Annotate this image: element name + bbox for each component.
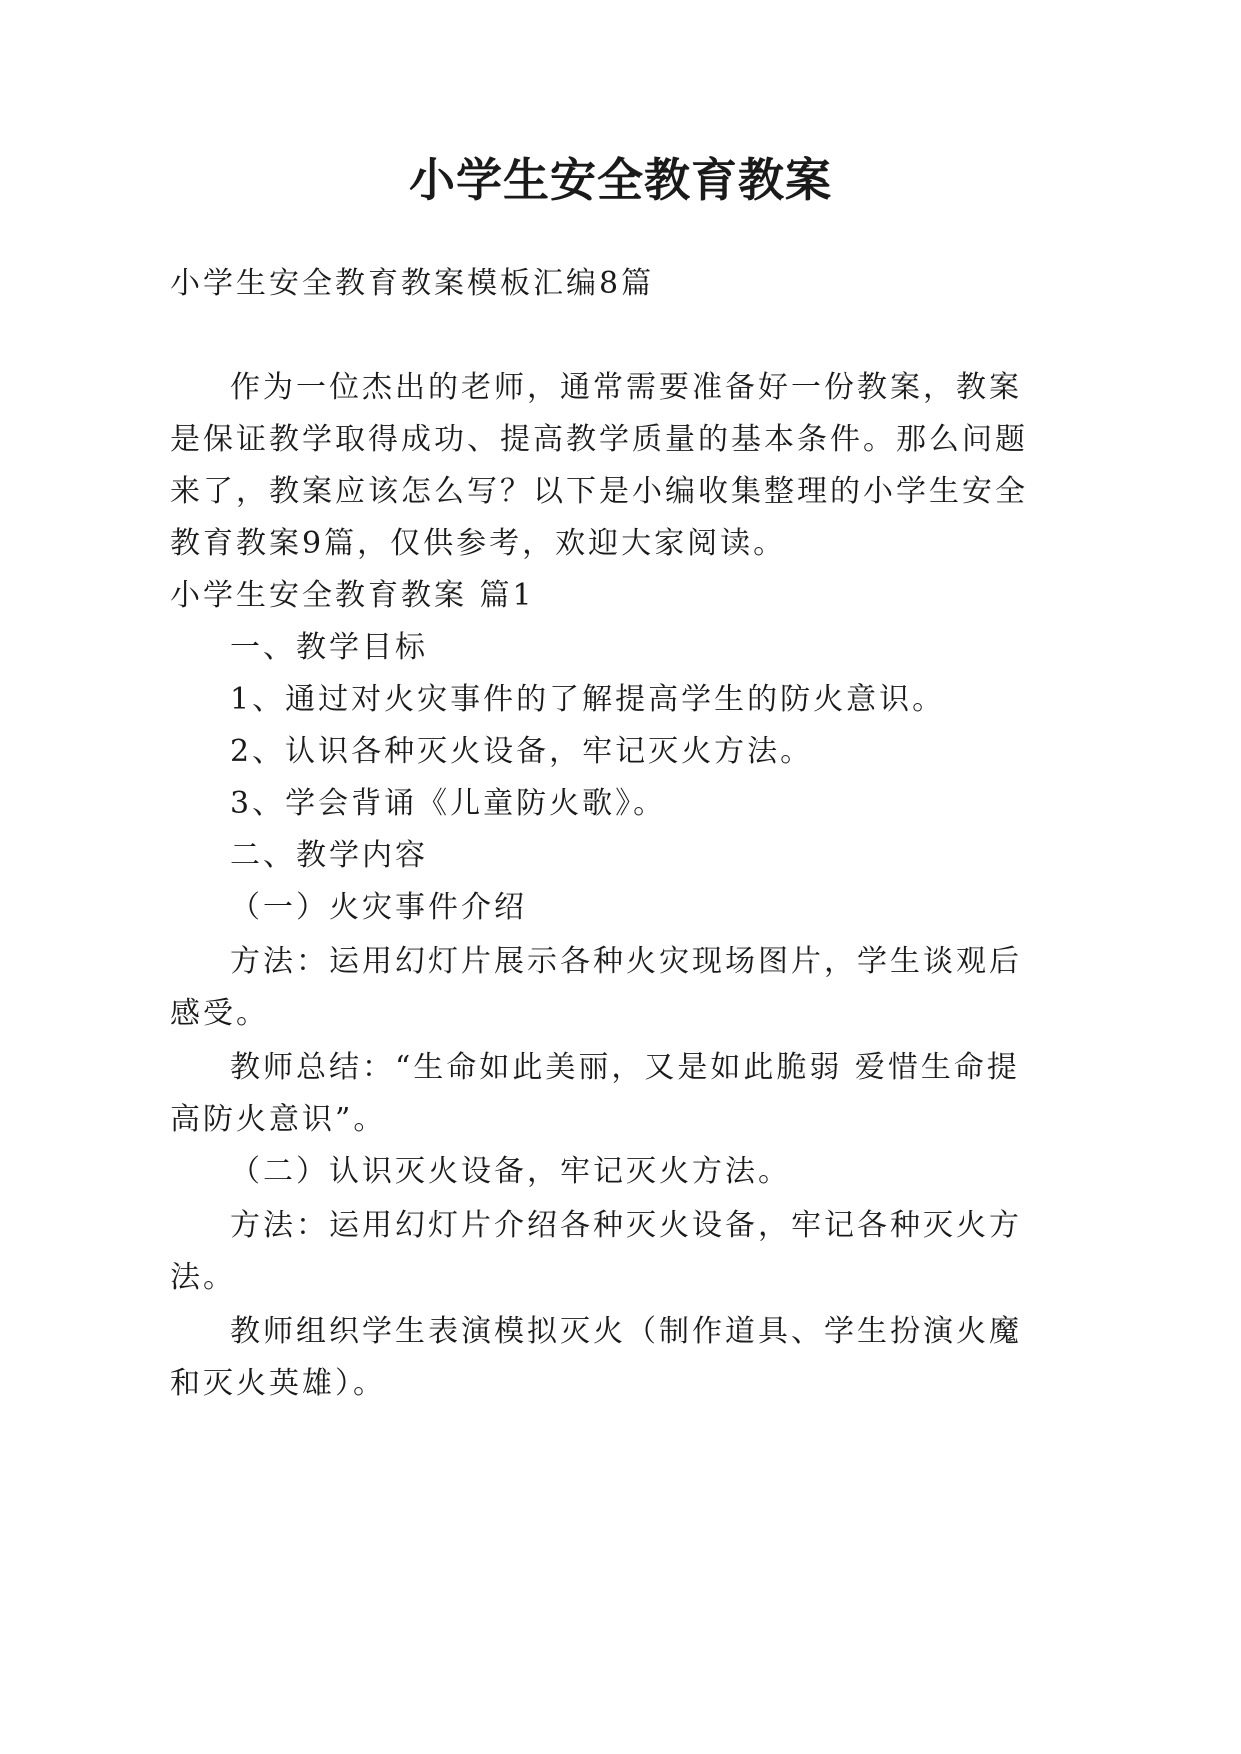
objective-item: 1、通过对火灾事件的了解提高学生的防火意识。 [230, 682, 946, 717]
objective-item: 2、认识各种灭火设备，牢记灭火方法。 [230, 734, 814, 769]
intro-line: 是保证教学取得成功、提高教学质量的基本条件。那么问题 [170, 422, 1028, 457]
body-line: 感受。 [170, 996, 269, 1031]
body-line: 教师组织学生表演模拟灭火（制作道具、学生扮演火魔 [230, 1314, 1022, 1349]
intro-line: 作为一位杰出的老师，通常需要准备好一份教案，教案 [230, 370, 1022, 405]
body-line: 高防火意识”。 [170, 1102, 387, 1137]
heading-objectives: 一、教学目标 [230, 630, 428, 665]
body-line: 和灭火英雄）。 [170, 1366, 386, 1401]
intro-line: 来了，教案应该怎么写？以下是小编收集整理的小学生安全 [170, 474, 1028, 509]
objective-item: 3、学会背诵《儿童防火歌》。 [230, 786, 667, 821]
heading-content: 二、教学内容 [230, 838, 428, 873]
subheading-fire-events: （一）火灾事件介绍 [230, 890, 527, 925]
section-heading: 小学生安全教育教案 篇1 [170, 578, 535, 613]
body-line: 方法：运用幻灯片介绍各种灭火设备，牢记各种灭火方 [230, 1208, 1022, 1243]
document-subtitle: 小学生安全教育教案模板汇编8篇 [170, 266, 655, 301]
intro-line: 教育教案9篇，仅供参考，欢迎大家阅读。 [170, 526, 787, 561]
body-line: 方法：运用幻灯片展示各种火灾现场图片，学生谈观后 [230, 944, 1022, 979]
subheading-equipment: （二）认识灭火设备，牢记灭火方法。 [230, 1154, 791, 1189]
body-line: 教师总结：“生命如此美丽，又是如此脆弱 爱惜生命提 [230, 1050, 1020, 1085]
document-title: 小学生安全教育教案 [409, 153, 832, 207]
body-line: 法。 [170, 1260, 236, 1295]
